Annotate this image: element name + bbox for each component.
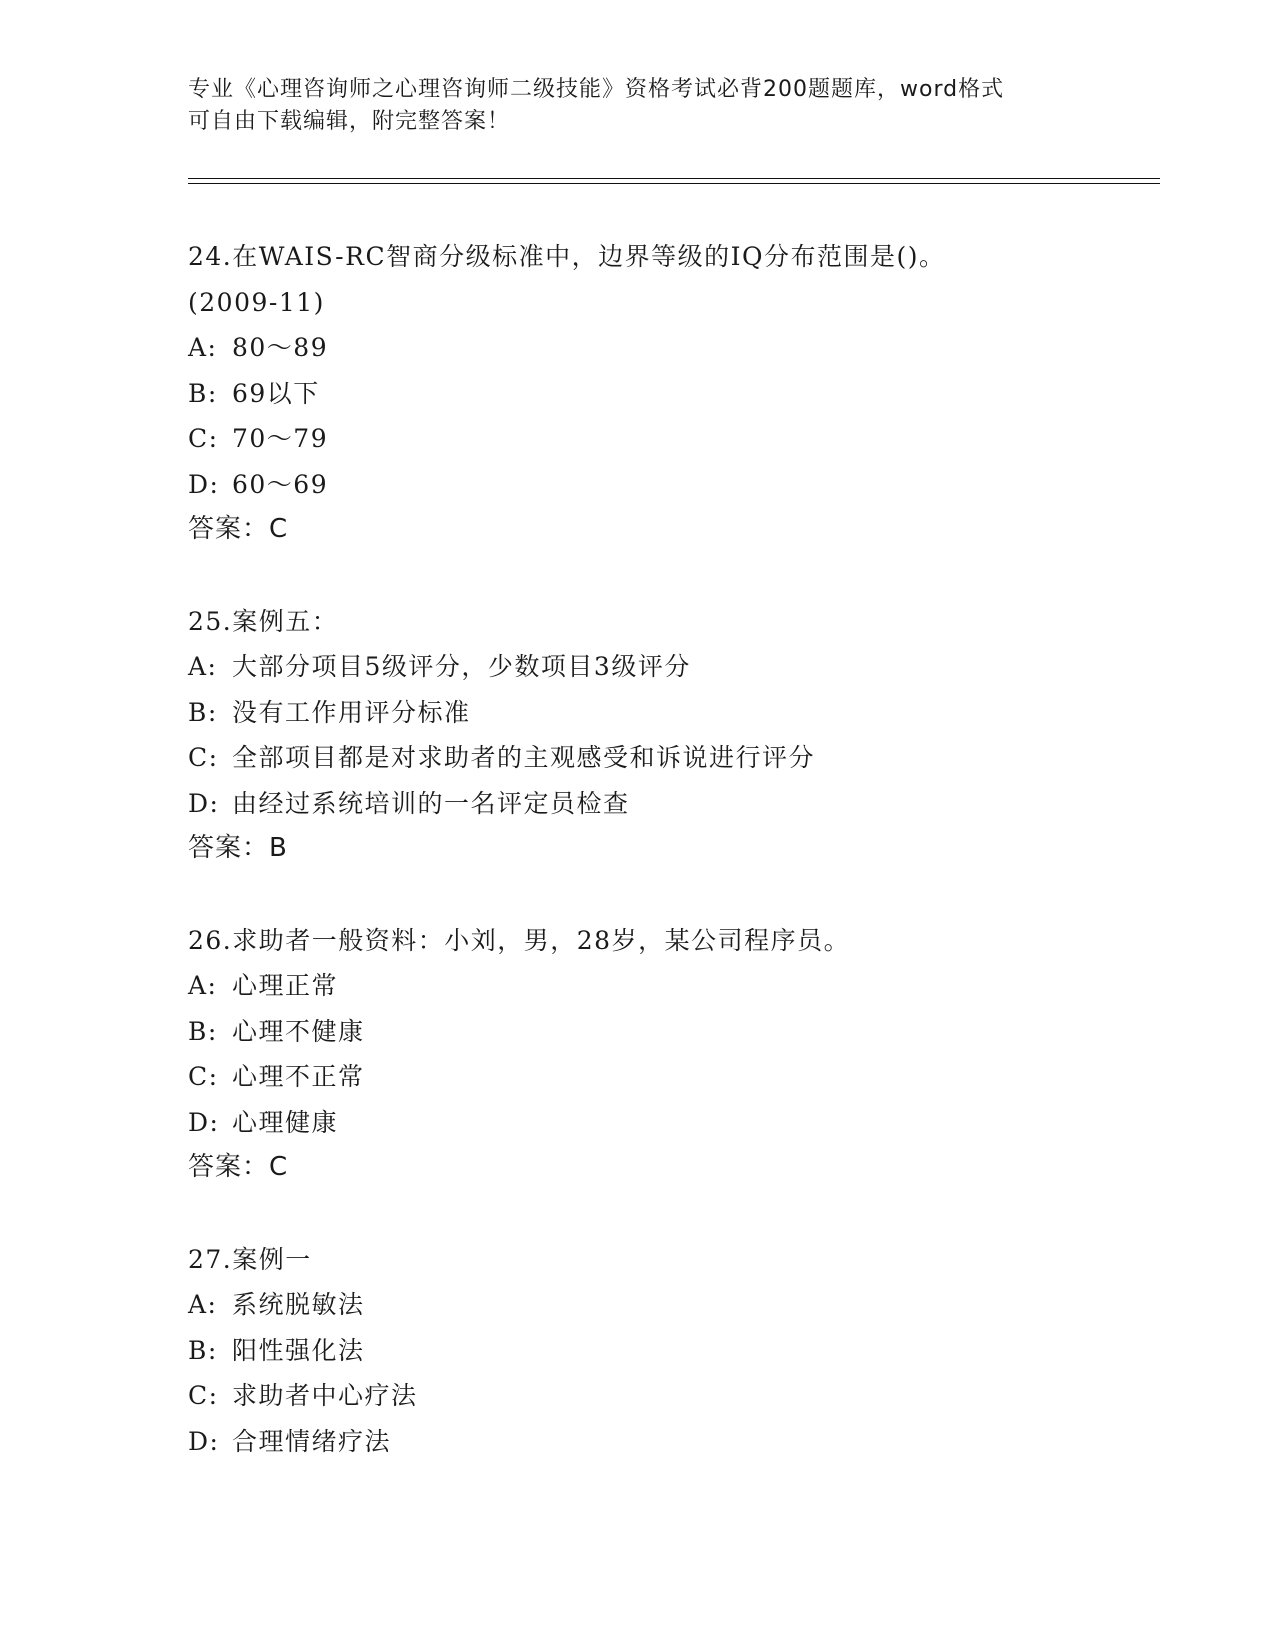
question-stem: 27.案例一 xyxy=(188,1244,312,1274)
option-a xyxy=(188,644,1188,690)
option-c xyxy=(188,1054,1188,1100)
question-stem: 26.求助者一般资料：小刘，男，28岁，某公司程序员。 xyxy=(188,925,851,955)
question-list xyxy=(188,234,1188,1510)
option-key: B: xyxy=(188,1335,218,1365)
header-line-1: 专业《心理咨询师之心理咨询师二级技能》资格考试必背200题题库，word格式 xyxy=(188,77,1005,102)
question-24 xyxy=(188,234,1188,553)
option-b xyxy=(188,1328,1188,1374)
option-d xyxy=(188,781,1188,827)
option-text: 70～79 xyxy=(232,424,329,453)
option-key: A: xyxy=(188,1290,218,1319)
option-key: C: xyxy=(188,743,219,772)
option-key: A: xyxy=(188,333,218,362)
option-key: B: xyxy=(188,1016,218,1046)
option-key: B: xyxy=(188,697,218,727)
question-stem-note: (2009-11) xyxy=(188,287,325,317)
option-key: C: xyxy=(188,424,219,453)
option-text: 心理健康 xyxy=(232,1107,339,1137)
option-key: A: xyxy=(188,652,218,681)
option-text: 阳性强化法 xyxy=(232,1335,365,1365)
option-text: 系统脱敏法 xyxy=(232,1290,365,1319)
option-b xyxy=(188,690,1188,736)
option-a xyxy=(188,963,1188,1009)
option-b xyxy=(188,371,1188,417)
option-c xyxy=(188,1373,1188,1419)
answer-line: 答案：C xyxy=(188,514,289,544)
option-key: B: xyxy=(188,378,218,408)
option-text: 没有工作用评分标准 xyxy=(232,697,471,727)
option-text: 合理情绪疗法 xyxy=(232,1426,392,1456)
option-text: 全部项目都是对求助者的主观感受和诉说进行评分 xyxy=(232,743,816,772)
header-line-2: 可自由下载编辑，附完整答案！ xyxy=(188,109,511,134)
option-key: A: xyxy=(188,971,218,1000)
option-d xyxy=(188,1100,1188,1146)
option-key: C: xyxy=(188,1381,219,1410)
question-27 xyxy=(188,1237,1188,1465)
question-stem: 24.在WAIS-RC智商分级标准中，边界等级的IQ分布范围是()。 xyxy=(188,242,946,271)
option-key: D: xyxy=(188,1107,220,1137)
option-text: 60～69 xyxy=(232,469,329,499)
option-d xyxy=(188,462,1188,508)
option-text: 80～89 xyxy=(232,333,329,362)
option-text: 心理正常 xyxy=(232,971,339,1000)
question-25 xyxy=(188,599,1188,872)
option-a xyxy=(188,1282,1188,1328)
option-text: 心理不健康 xyxy=(232,1016,365,1046)
option-c xyxy=(188,735,1188,781)
option-a xyxy=(188,325,1188,371)
option-key: D: xyxy=(188,469,220,499)
option-text: 心理不正常 xyxy=(232,1062,365,1091)
answer-line: 答案：B xyxy=(188,833,288,863)
option-c xyxy=(188,416,1188,462)
question-stem: 25.案例五： xyxy=(188,606,339,636)
option-key: D: xyxy=(188,1426,220,1456)
option-text: 由经过系统培训的一名评定员检查 xyxy=(232,788,630,818)
option-b xyxy=(188,1009,1188,1055)
option-key: D: xyxy=(188,788,220,818)
option-text: 大部分项目5级评分，少数项目3级评分 xyxy=(232,652,691,681)
option-d xyxy=(188,1419,1188,1465)
header-divider-bottom xyxy=(188,183,1160,184)
option-text: 69以下 xyxy=(232,378,320,408)
header-divider-top xyxy=(188,178,1160,179)
question-26 xyxy=(188,918,1188,1191)
document-header xyxy=(188,74,1088,138)
option-text: 求助者中心疗法 xyxy=(232,1381,418,1410)
option-key: C: xyxy=(188,1062,219,1091)
answer-line: 答案：C xyxy=(188,1152,289,1182)
